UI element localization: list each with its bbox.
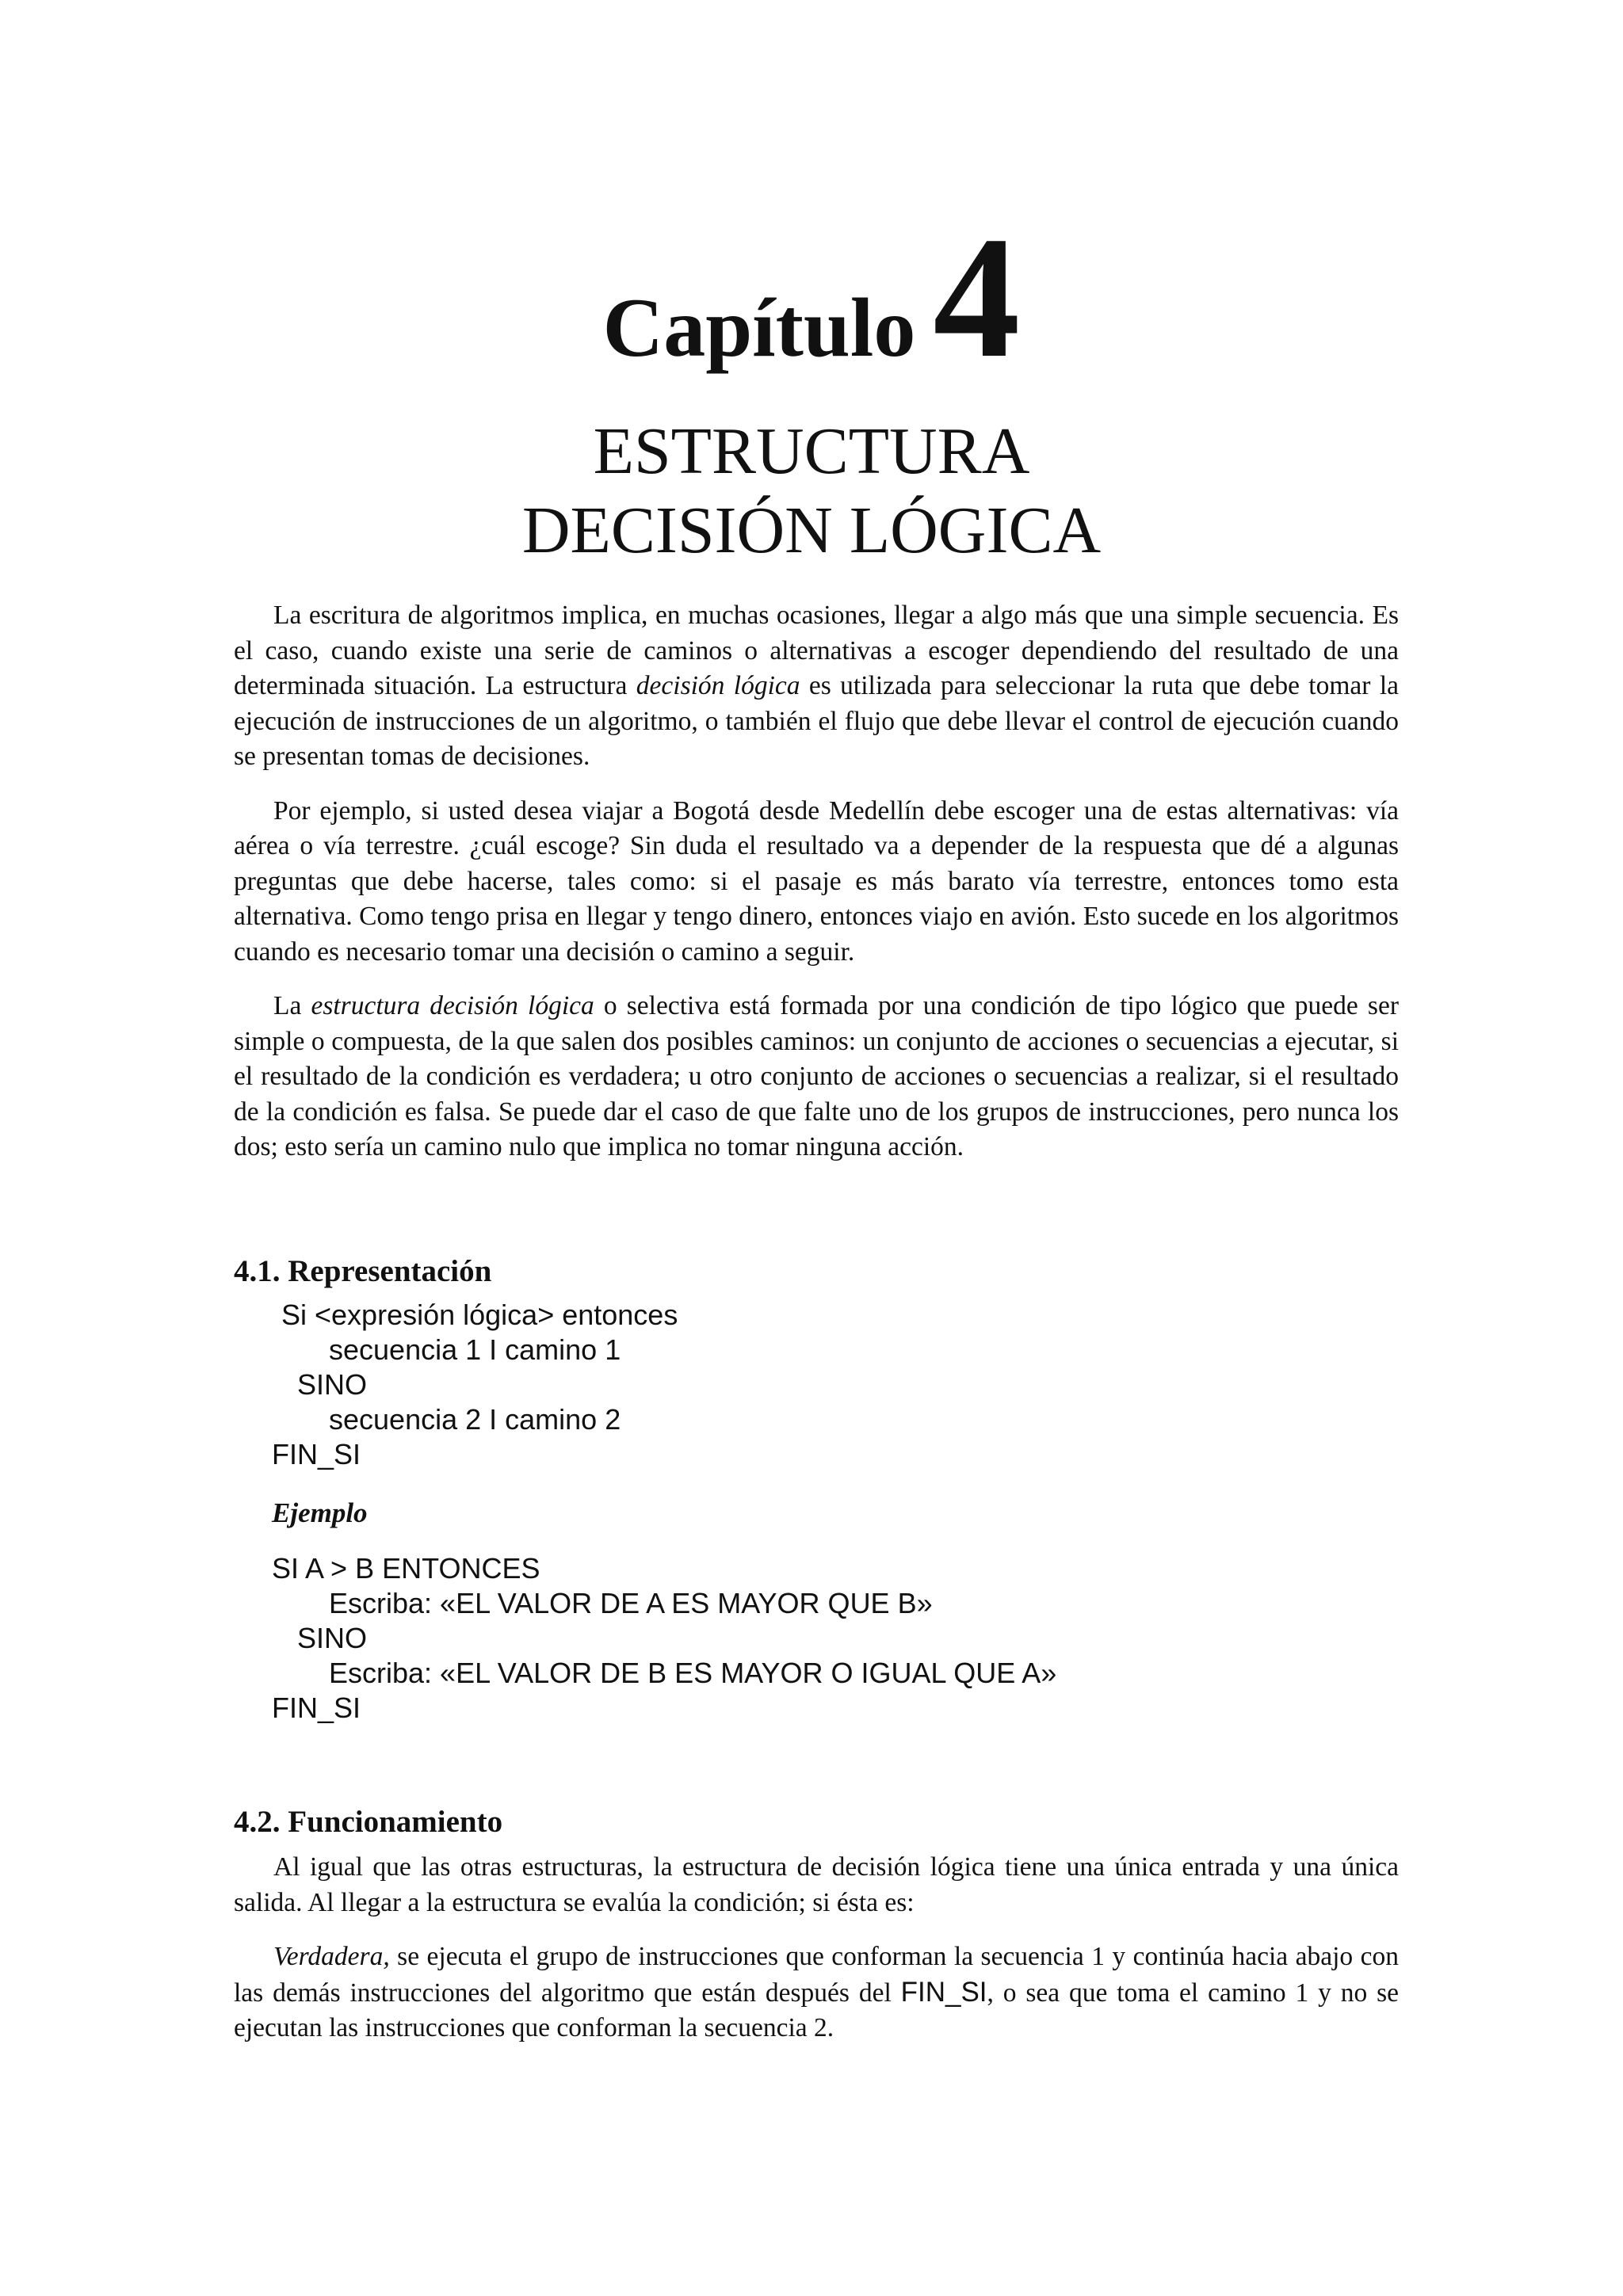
example-block (234, 1551, 1399, 1726)
code-line: SINO (297, 1622, 368, 1654)
section-heading-representacion: 4.1. Representación (234, 1254, 492, 1288)
chapter-number: 4 (933, 200, 1021, 394)
code-line: secuencia 1 I camino 1 (329, 1333, 621, 1366)
intro-text (234, 598, 1399, 1184)
funcionamiento-paragraph-2: Verdadera, se ejecuta el grupo de instrucciones que conforman la secuencia 1 y continúa hacia abajo con las demás instrucciones del algoritmo que están después del FIN_SI, o sea que toma el camino 1 y no se ejecutan las instrucciones que conforman la secuencia 2. (234, 1942, 1399, 2042)
chapter-word: Capítulo (602, 281, 916, 374)
intro-paragraph-3: La estructura decisión lógica o selectiva está formada por una condición de tipo lógico que puede ser simple o compuesta, de la que salen dos posibles caminos: un conjunto de acciones o secuencias a ejecutar, si el resultado de la condición es verdadera; u otro conjunto de acciones o secuencias a realizar, si el resultado de la condición es falsa. Se puede dar el caso de que falte uno de los grupos de instrucciones, pero nunca los dos; esto sería un camino nulo que implica no tomar ninguna acción. (234, 991, 1399, 1161)
chapter-title (0, 412, 1623, 570)
section-funcionamiento (234, 1802, 1399, 2065)
code-line: Si <expresión lógica> entonces (281, 1299, 678, 1331)
section-representacion (234, 1252, 1399, 1726)
code-line: Escriba: «EL VALOR DE A ES MAYOR QUE B» (329, 1587, 933, 1619)
code-line: FIN_SI (272, 1438, 361, 1470)
code-line: FIN_SI (272, 1691, 361, 1724)
chapter-title-line-2: DECISIÓN LÓGICA (521, 494, 1102, 567)
code-line: SINO (297, 1368, 368, 1401)
code-line: secuencia 2 I camino 2 (329, 1403, 621, 1436)
funcionamiento-paragraph-1: Al igual que las otras estructuras, la estructura de decisión lógica tiene una única entrada y una única salida. Al llegar a la estructura se evalúa la condición; si ésta es: (234, 1852, 1399, 1917)
chapter-heading (0, 200, 1623, 394)
code-line: SI A > B ENTONCES (272, 1552, 540, 1585)
intro-paragraph-2: Por ejemplo, si usted desea viajar a Bogotá desde Medellín debe escoger una de estas alternativas: vía aérea o vía terrestre. ¿cuál escoge? Sin duda el resultado va a depender de la respuesta que dé a algunas preguntas que debe hacerse, tales como: si el pasaje es más barato vía terrestre, entonces tomo esta alternativa. Como tengo prisa en llegar y tengo dinero, entonces viajo en avión. Esto sucede en los algoritmos cuando es necesario tomar una decisión o camino a seguir. (234, 795, 1399, 967)
example-label: Ejemplo (272, 1497, 368, 1528)
chapter-title-line-1: ESTRUCTURA (593, 414, 1030, 488)
syntax-block (234, 1298, 1399, 1472)
code-line: Escriba: «EL VALOR DE B ES MAYOR O IGUAL QUE A» (329, 1657, 1057, 1689)
intro-paragraph-1: La escritura de algoritmos implica, en muchas ocasiones, llegar a algo más que una simple secuencia. Es el caso, cuando existe una serie de caminos o alternativas a escoger dependiendo del resultado de una determinada situación. La estructura decisión lógica es utilizada para seleccionar la ruta que debe tomar la ejecución de instrucciones de un algoritmo, o también el flujo que debe llevar el control de ejecución cuando se presentan tomas de decisiones. (234, 601, 1399, 771)
section-heading-funcionamiento: 4.2. Funcionamiento (234, 1805, 503, 1839)
